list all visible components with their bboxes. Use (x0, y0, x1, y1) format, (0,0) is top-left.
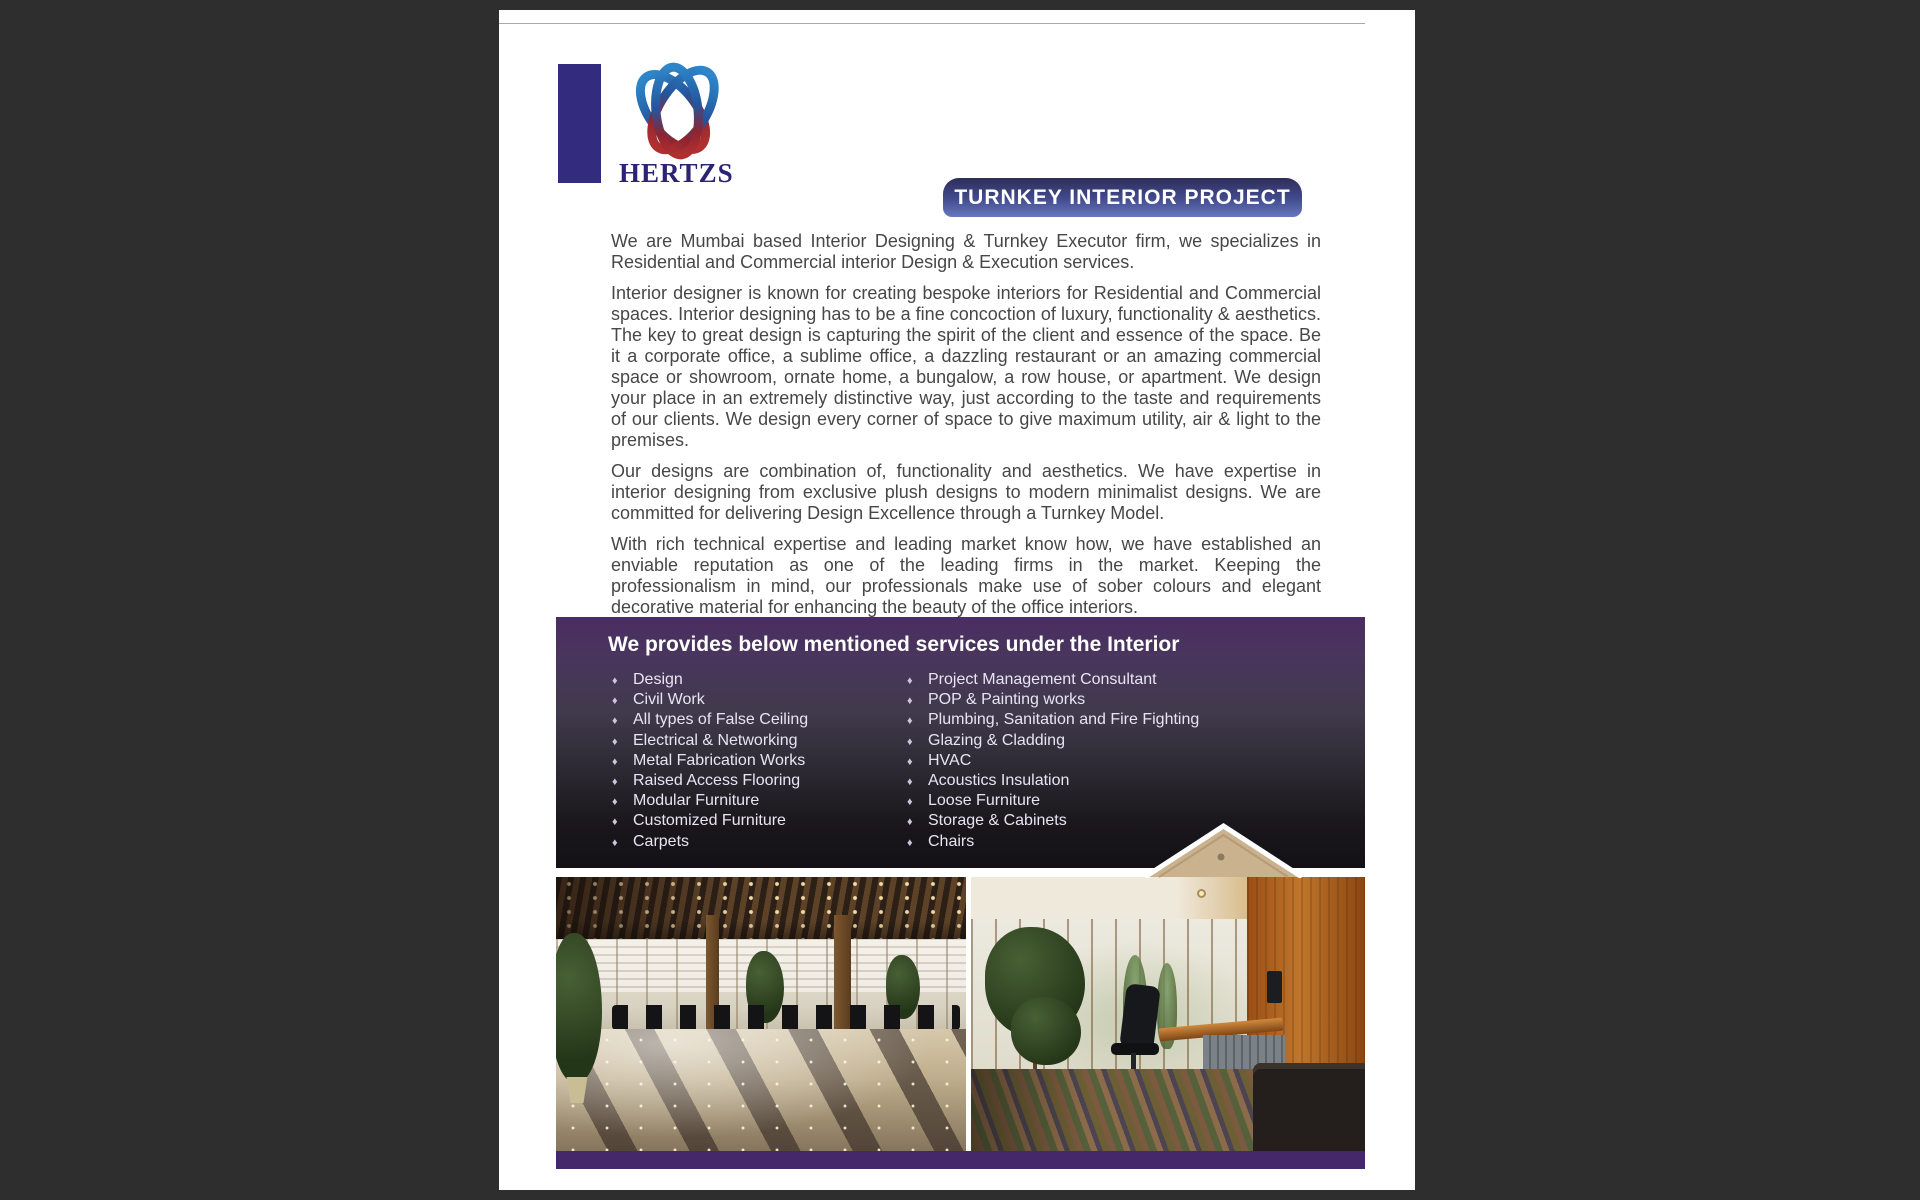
dark-sofa (1253, 1063, 1365, 1151)
service-item-label: Project Management Consultant (928, 671, 1157, 688)
service-item-label: Loose Furniture (928, 792, 1041, 810)
office-cabin-scene (971, 877, 1365, 1151)
service-item (612, 711, 902, 731)
services-column-1 (612, 671, 902, 853)
service-item (612, 792, 902, 812)
service-item-label: Metal Fabrication Works (633, 751, 806, 769)
service-item (612, 833, 902, 853)
service-item-label: Modular Furniture (633, 792, 760, 810)
diamond-bullet-icon: ♦ (612, 755, 618, 768)
paragraph-3: Our designs are combination of, functionality and aesthetics. We have expertise in interior designing from exclusive plush designs to modern minimalist designs. We are committed for delivering Design Excellence through a Turnkey Model. (611, 461, 1321, 523)
service-item (907, 752, 1347, 772)
hertzs-logo (617, 60, 747, 195)
service-item-label: Design (633, 671, 683, 688)
diamond-bullet-icon: ♦ (907, 715, 913, 728)
paragraph-2: Interior designer is known for creating bespoke interiors for Residential and Commercial spaces. Interior designing has to be a fine concoction of luxury, functionality & aesthetics. The key to great design is capturing the spirit of the client and essence of the space. Be it a corporate office, a sublime office, a dazzling restaurant or an amazing commercial space or showroom, ornate home, a bungalow, a row house, or apartment. We design your place in an extremely distinctive way, just according to the taste and requirements of our clients. We design every corner of space to give maximum utility, air & light to the premises. (611, 283, 1321, 450)
diamond-bullet-icon: ♦ (612, 735, 618, 748)
service-item-label: Storage & Cabinets (928, 812, 1067, 830)
service-item (612, 691, 902, 711)
service-item-label: Carpets (633, 832, 690, 850)
service-item-label: Glazing & Cladding (928, 731, 1065, 749)
diamond-bullet-icon: ♦ (612, 836, 618, 849)
diamond-bullet-icon: ♦ (612, 715, 618, 728)
service-item (907, 671, 1347, 691)
ficus-plant (1011, 997, 1081, 1065)
services-heading: We provides below mentioned services under the Interior (608, 633, 1180, 656)
page-top-border (499, 23, 1365, 24)
service-item (612, 671, 902, 691)
ceiling-light (1197, 889, 1206, 898)
paragraph-1: We are Mumbai based Interior Designing & Turnkey Executor firm, we specializes in Residential and Commercial interior Design & Execution services. (611, 231, 1321, 272)
service-item-label: Chairs (928, 832, 975, 850)
diamond-bullet-icon: ♦ (612, 796, 618, 809)
diamond-bullet-icon: ♦ (612, 775, 618, 788)
diamond-bullet-icon: ♦ (907, 755, 913, 768)
service-item-label: POP & Painting works (928, 691, 1086, 709)
diamond-bullet-icon: ♦ (907, 675, 913, 687)
diamond-bullet-icon: ♦ (907, 836, 913, 849)
monitor (1267, 971, 1282, 1003)
turnkey-project-badge: TURNKEY INTERIOR PROJECT (943, 178, 1302, 217)
photo-lobby (556, 877, 966, 1151)
diamond-bullet-icon: ♦ (907, 796, 913, 809)
service-item-label: Civil Work (633, 691, 705, 709)
service-item-label: Electrical & Networking (633, 731, 798, 749)
service-item (907, 691, 1347, 711)
service-item (612, 772, 902, 792)
diamond-bullet-icon: ♦ (907, 695, 913, 708)
service-item-label: HVAC (928, 751, 972, 769)
lounge-chairs-row (612, 1005, 960, 1030)
diamond-bullet-icon: ♦ (907, 775, 913, 788)
service-item (907, 772, 1347, 792)
brand-name: HERTZS (619, 158, 734, 188)
paragraph-4: With rich technical expertise and leading market know how, we have established an enviable reputation as one of the leading firms in the market. Keeping the professionalism in mind, our professionals make use of sober colours and elegant decorative material for enhancing the beauty of the office interiors. (611, 534, 1321, 617)
service-item (907, 711, 1347, 731)
photo-office-cabin (971, 877, 1365, 1151)
footer-accent-bar (556, 1151, 1365, 1169)
service-item-label: Acoustics Insulation (928, 771, 1070, 789)
lobby-ceiling-shadow (556, 877, 966, 939)
marble-floor (556, 1029, 966, 1151)
service-item-label: Plumbing, Sanitation and Fire Fighting (928, 711, 1200, 729)
diamond-bullet-icon: ♦ (612, 675, 618, 687)
diamond-bullet-icon: ♦ (907, 735, 913, 748)
diamond-bullet-icon: ♦ (612, 816, 618, 829)
service-item-label: Customized Furniture (633, 812, 786, 830)
service-item (612, 732, 902, 752)
service-item (612, 812, 902, 832)
service-item-label: All types of False Ceiling (633, 711, 809, 729)
service-item (907, 732, 1347, 752)
service-item (907, 792, 1347, 812)
diamond-bullet-icon: ♦ (612, 695, 618, 708)
logo-accent-bar (558, 64, 601, 183)
service-item (612, 752, 902, 772)
diamond-bullet-icon: ♦ (907, 816, 913, 829)
brochure-page (499, 10, 1415, 1190)
intro-copy (611, 231, 1321, 628)
roof-peak-cutout (1145, 823, 1302, 878)
service-item-label: Raised Access Flooring (633, 771, 801, 789)
